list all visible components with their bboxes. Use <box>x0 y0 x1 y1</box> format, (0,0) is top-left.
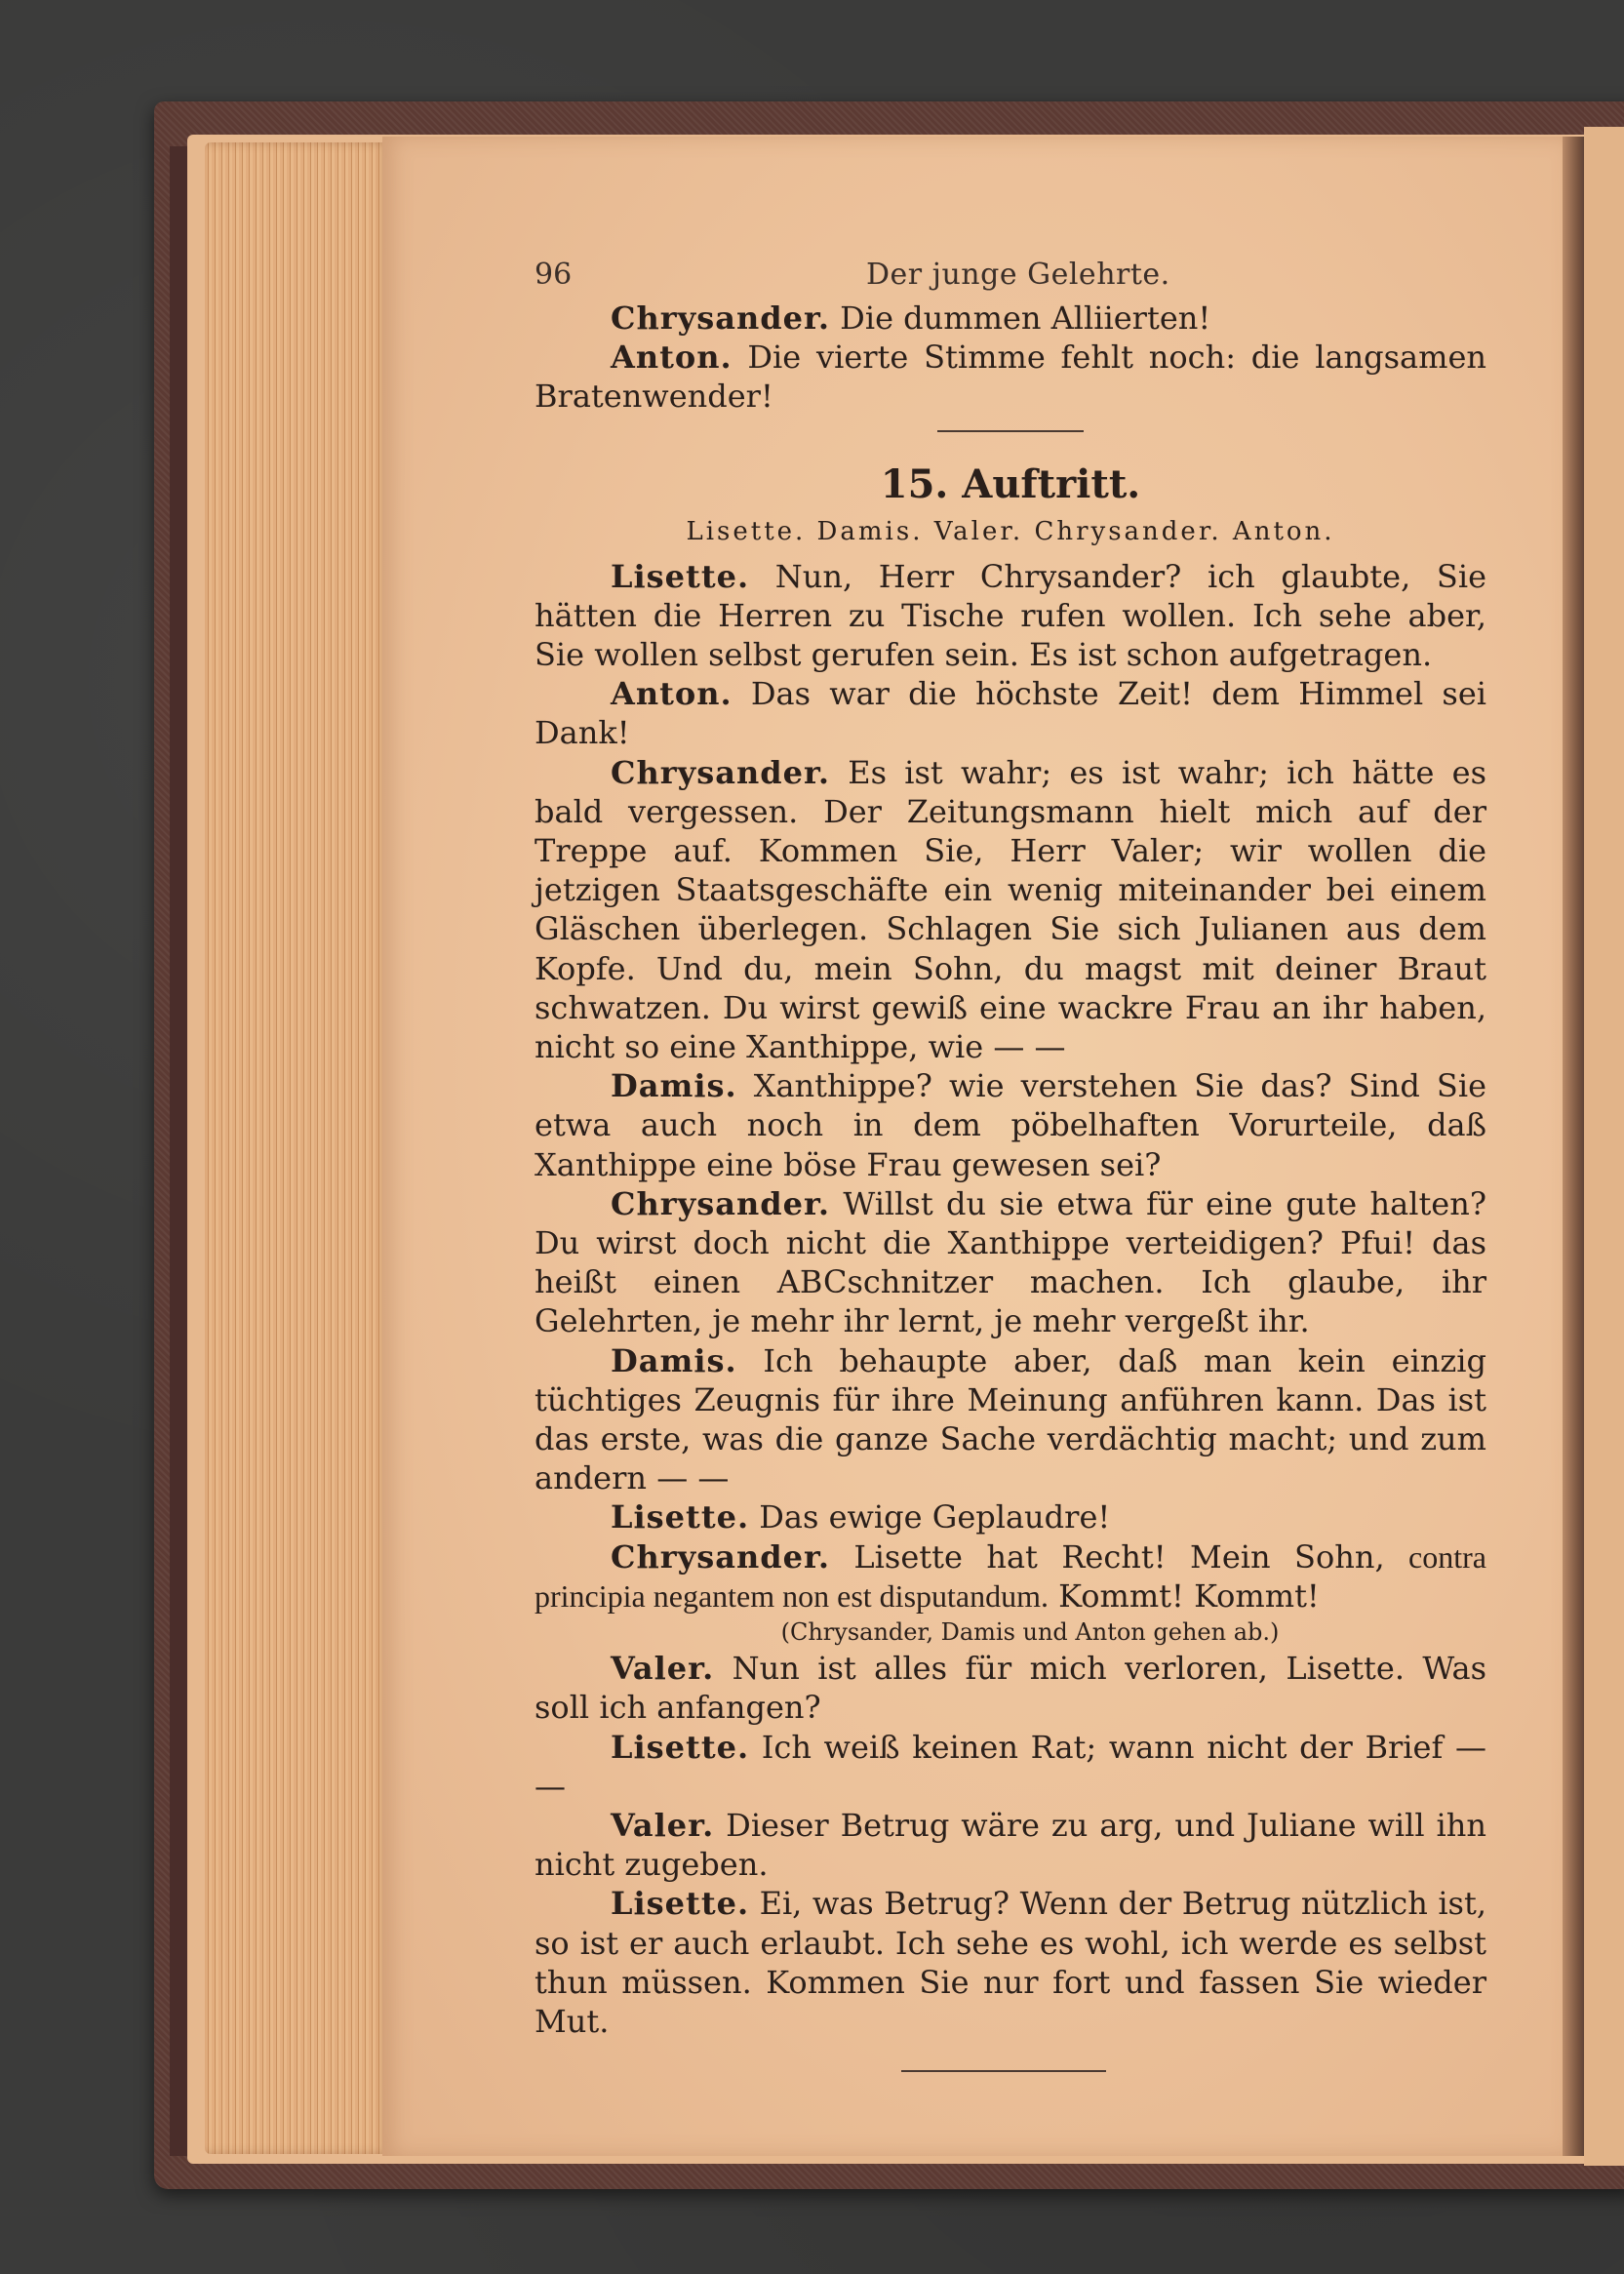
speech-text: Ei, was Betrug? Wenn der Betrug nützlich ist, so ist er auch erlaubt. Ich sehe es wohl, ich werde es selbst thun müssen. Kommen Sie nur fort und fassen Sie wieder Mut. <box>535 1885 1486 2040</box>
speech-text: Die vierte Stimme fehlt noch: die langsamen Bratenwender! <box>535 339 1486 416</box>
speech-text: Ich behaupte aber, daß man kein einzig tüchtiges Zeugnis für ihre Meinung anführen kann. Das ist das erste, was die ganze Sache verdächtig macht; und zum andern — — <box>535 1341 1486 1497</box>
page-number: 96 <box>535 258 573 292</box>
speech <box>535 1728 1486 1806</box>
page-fore-edge <box>205 142 390 2154</box>
speech <box>535 1066 1486 1184</box>
speaker-name: Anton. <box>611 675 733 713</box>
speech <box>535 1341 1486 1498</box>
speech <box>535 338 1486 416</box>
running-title: Der junge Gelehrte. <box>866 258 1170 292</box>
speech-text: Die dummen Alliierten! <box>830 299 1211 337</box>
speaker-name: Lisette. <box>611 1728 750 1766</box>
speaker-name: Valer. <box>611 1806 715 1844</box>
speech <box>535 1649 1486 1727</box>
speech-text: Ich weiß keinen Rat; wann nicht der Brief — — <box>535 1728 1486 1805</box>
speaker-name: Chrysander. <box>611 1184 830 1222</box>
speech-text: Das war die höchste Zeit! dem Himmel sei Dank! <box>535 675 1486 752</box>
speech <box>535 1884 1486 2041</box>
page-header <box>535 256 1486 295</box>
speaker-name: Chrysander. <box>611 1537 830 1576</box>
speaker-name: Lisette. <box>611 1498 750 1536</box>
latin-phrase: contra principia negantem non est disputandum. <box>535 1538 1486 1614</box>
speaker-name: Lisette. <box>611 557 750 595</box>
page-text <box>535 256 1486 2072</box>
speech <box>535 1806 1486 1884</box>
speaker-name: Chrysander. <box>611 299 830 337</box>
speech <box>535 674 1486 752</box>
speech-text: Xanthippe? wie verstehen Sie das? Sind Sie etwa auch noch in dem pöbelhaften Vorurteile, daß Xanthippe eine böse Frau gewesen sei? <box>535 1067 1486 1183</box>
speaker-name: Damis. <box>611 1341 737 1379</box>
speech <box>535 1537 1486 1616</box>
end-divider <box>901 2070 1106 2072</box>
speech <box>535 299 1486 338</box>
stage-direction: (Chrysander, Damis und Anton gehen ab.) <box>780 1618 1280 1647</box>
speaker-name: Anton. <box>611 339 733 377</box>
speech-text: Lisette hat Recht! Mein Sohn, <box>830 1537 1409 1576</box>
speaker-name: Valer. <box>611 1650 715 1688</box>
speech-text: Willst du sie etwa für eine gute halten? Du wirst doch nicht die Xanthippe verteidigen? Pfui! das heißt einen ABCschnitzer machen. Ich glaube, ihr Gelehrten, je mehr ihr lernt, je mehr vergeßt ihr. <box>535 1184 1486 1340</box>
speech-text: Es ist wahr; es ist wahr; ich hätte es bald vergessen. Der Zeitungsmann hielt mich auf der Treppe auf. Kommen Sie, Herr Valer; wir wollen die jetzigen Staatsgeschäfte ein wenig miteinander bei einem Gläschen überlegen. Schlagen Sie sich Julianen aus dem Kopfe. Und du, mein Sohn, du magst mit deiner Braut schwatzen. Du wirst gewiß eine wackre Frau an ihr haben, nicht so eine Xanthippe, wie — — <box>535 753 1486 1066</box>
speech-text: Nun, Herr Chrysander? ich glaubte, Sie hätten die Herren zu Tische rufen wollen. Ich sehe aber, Sie wollen selbst gerufen sein. Es ist schon aufgetragen. <box>535 557 1486 674</box>
section-divider <box>937 430 1084 432</box>
speaker-name: Chrysander. <box>611 753 830 791</box>
speaker-name: Lisette. <box>611 1885 750 1923</box>
speech <box>535 1497 1486 1536</box>
speaker-name: Damis. <box>611 1067 737 1105</box>
speech-text: Das ewige Geplaudre! <box>749 1498 1111 1536</box>
speech <box>535 557 1486 675</box>
scene-cast: Lisette. Damis. Valer. Chrysander. Anton. <box>686 516 1335 546</box>
speech <box>535 1184 1486 1341</box>
facing-page-edge <box>1584 127 1624 2166</box>
speech-text: Nun ist alles für mich verloren, Lisette. Was soll ich anfangen? <box>535 1650 1486 1727</box>
speech-text: Dieser Betrug wäre zu arg, und Juliane will ihn nicht zugeben. <box>535 1806 1486 1884</box>
speech-text-tail: Kommt! Kommt! <box>1049 1576 1320 1615</box>
speech <box>535 753 1486 1067</box>
scene-title: 15. Auftritt. <box>880 460 1141 507</box>
book-spine-edge <box>170 146 189 2156</box>
